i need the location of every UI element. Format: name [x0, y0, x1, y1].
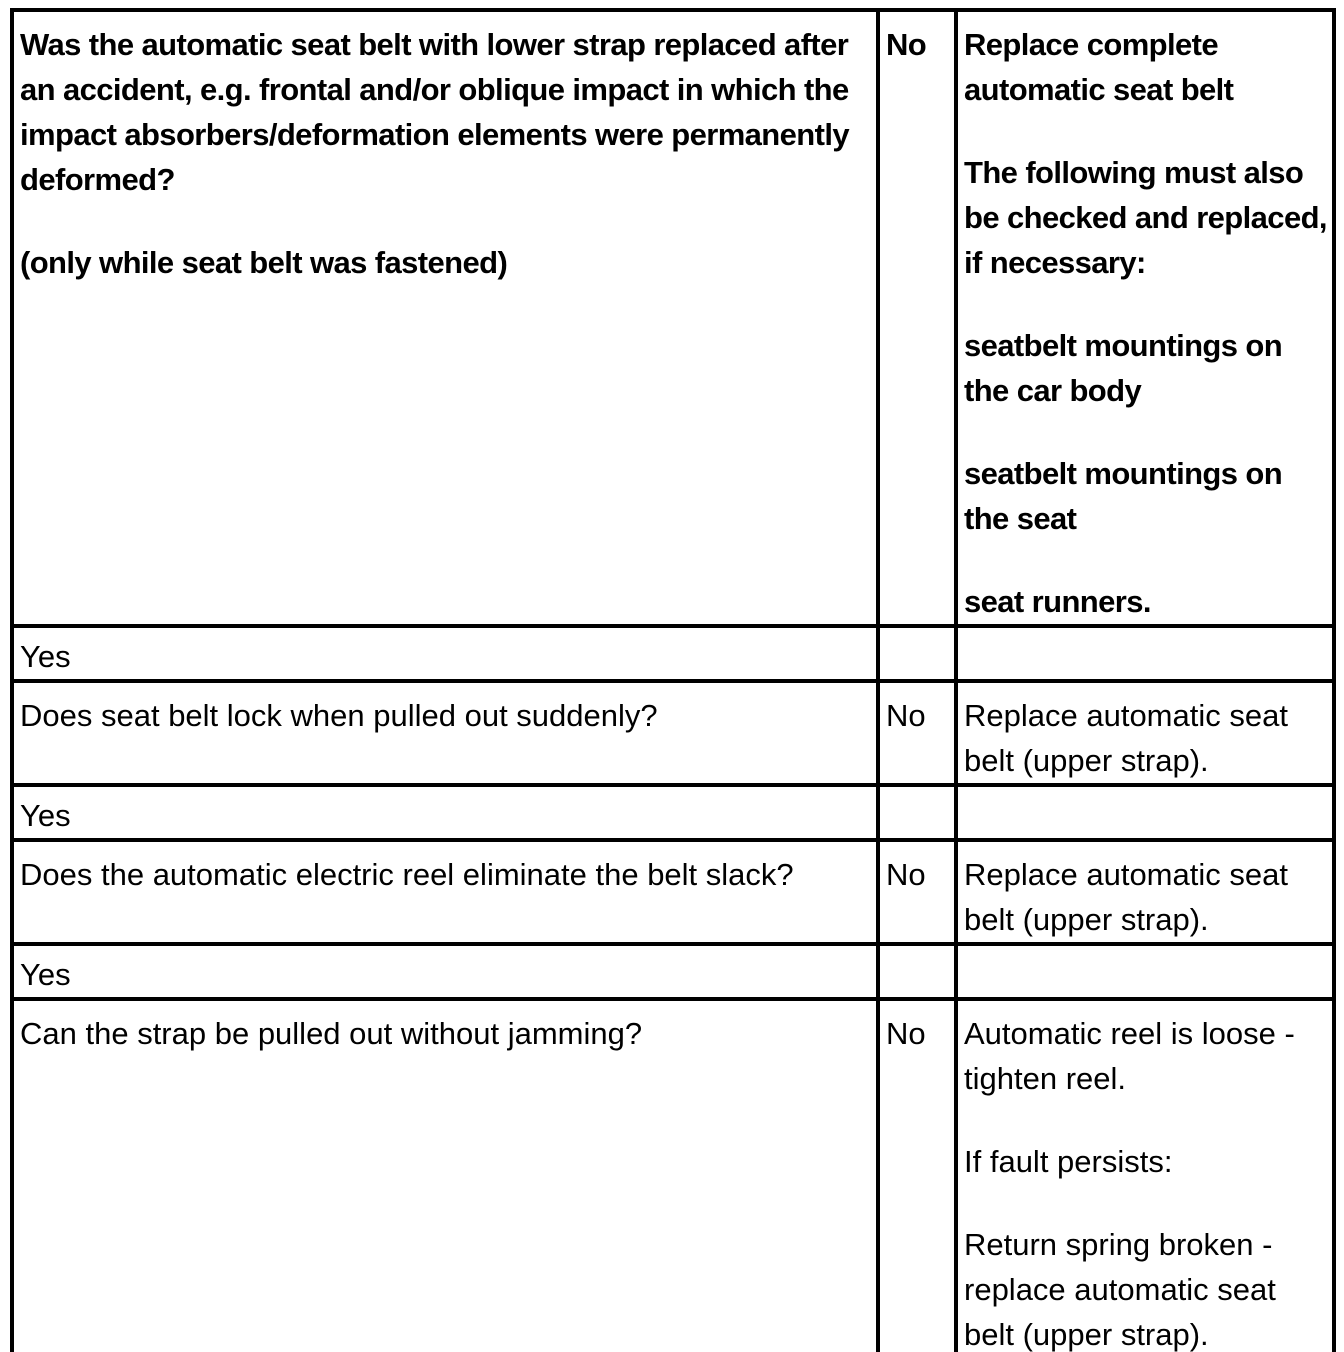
question-cell — [12, 10, 878, 626]
answer-yes: Yes — [20, 639, 71, 674]
question-cell — [12, 681, 878, 785]
action-cell — [956, 840, 1334, 944]
question-cell — [12, 840, 878, 944]
answer-cell — [878, 840, 956, 944]
action-text: seatbelt mountings on the car body — [964, 328, 1283, 408]
action-text: Replace automatic seat belt (upper strap). — [964, 857, 1288, 937]
table-row — [12, 840, 1334, 944]
answer-cell — [878, 10, 956, 626]
question-text: Was the automatic seat belt with lower strap replaced after an accident, e.g. frontal and/or oblique impact in which the impact absorbers/deformation elements were permanently deformed? — [20, 27, 849, 197]
answer-yes: Yes — [20, 957, 71, 992]
answer-no: No — [886, 698, 926, 733]
empty-cell — [878, 785, 956, 840]
empty-cell — [956, 785, 1334, 840]
answer-no: No — [886, 1016, 926, 1051]
table-row — [12, 785, 1334, 840]
empty-cell — [956, 944, 1334, 999]
action-text: Automatic reel is loose - tighten reel. — [964, 1016, 1295, 1096]
action-text: Replace automatic seat belt (upper strap). — [964, 698, 1288, 778]
question-note: (only while seat belt was fastened) — [20, 245, 508, 280]
yes-cell — [12, 944, 878, 999]
question-cell — [12, 999, 878, 1352]
action-text: The following must also be checked and replaced, if necessary: — [964, 155, 1327, 280]
action-cell — [956, 10, 1334, 626]
table-row — [12, 944, 1334, 999]
empty-cell — [878, 626, 956, 681]
action-cell — [956, 999, 1334, 1352]
table-row — [12, 626, 1334, 681]
answer-cell — [878, 999, 956, 1352]
answer-no: No — [886, 27, 927, 62]
action-text: seat runners. — [964, 584, 1151, 619]
action-text: If fault persists: — [964, 1144, 1173, 1179]
question-text: Does seat belt lock when pulled out suddenly? — [20, 698, 658, 733]
question-text: Can the strap be pulled out without jamming? — [20, 1016, 643, 1051]
answer-cell — [878, 681, 956, 785]
empty-cell — [878, 944, 956, 999]
action-text: Replace complete automatic seat belt — [964, 27, 1234, 107]
action-text: Return spring broken - replace automatic seat belt (upper strap). — [964, 1227, 1276, 1352]
table-row — [12, 999, 1334, 1352]
table-row — [12, 681, 1334, 785]
empty-cell — [956, 626, 1334, 681]
table-row — [12, 10, 1334, 626]
action-cell — [956, 681, 1334, 785]
question-text: Does the automatic electric reel eliminate the belt slack? — [20, 857, 794, 892]
answer-yes: Yes — [20, 798, 71, 833]
answer-no: No — [886, 857, 926, 892]
yes-cell — [12, 626, 878, 681]
yes-cell — [12, 785, 878, 840]
action-text: seatbelt mountings on the seat — [964, 456, 1283, 536]
seat-belt-diagnostic-table — [10, 8, 1336, 1352]
